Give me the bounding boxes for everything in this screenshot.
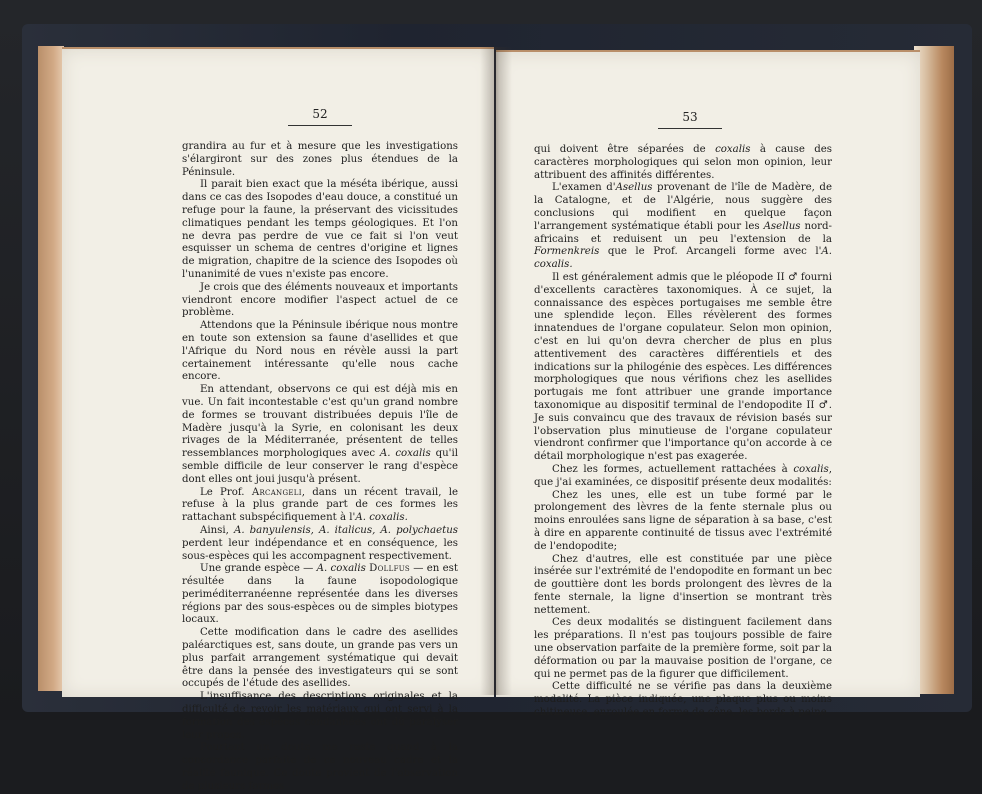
text-run: Il est généralement admis que le pléopode II ♂ fourni d'excellents caractères taxonomiques. À ce sujet, la connaissance des espèces portugaises me semble être une splendide leçon. Elles révèlerent des formes innatendues de l'organe copulateur. Selon mon opinion, c'est en lui qu'on devra chercher de plus en plus attentivement des caractères différentiels et des indications sur la philogénie des espèces. Les différences morphologiques que nous vérifions chez les asellides portugais me font attribuer une grande importance taxonomique au dispositif terminal de l'endopodite II ♂. Je suis convaincu que des travaux de révision basés sur l'observation plus minutieuse de l'organe copulateur viendront confirmer que l'importance qu'on accorde à ce détail morphologique n'est pas exagerée.	[534, 271, 832, 463]
left-header-rule	[288, 125, 352, 126]
paragraph	[534, 554, 832, 618]
text-run: Une grande espèce —	[200, 563, 317, 575]
text-run: coxalis	[793, 463, 829, 475]
text-run: provenant de l'île de Madère, de la Catalogne, et de l'Algérie, nous suggère des conclusions qui modifient en quelque façon l'arrangement systématique établi pour les	[534, 182, 832, 232]
paragraph	[534, 182, 832, 272]
paragraph	[182, 384, 458, 486]
text-run: L'insuffisance des descriptions originales et la difficulté de revoir les matériaux qui ont servi à la formation des espèces condannées ont dû paralyser leur propos.	[182, 691, 458, 741]
book-gutter	[480, 47, 512, 695]
text-run: A. coxalis	[316, 563, 366, 575]
text-run: Cette difficulté ne se vérifie pas dans la deuxième modalité. La pièce indiquée, une plaque plus ou moins chitineuse, enroulée en forme de cône, les bords à peine	[534, 681, 832, 719]
paragraph	[534, 144, 832, 182]
paragraph	[182, 487, 458, 525]
text-run: Chez d'autres, elle est constituée par une pièce insérée sur l'extrémité de l'endopodite en formant un bec de gouttière dont les bords prolongent des lèvres de la fente sternale, la ligne d'insertion se montrant très nettement.	[534, 553, 832, 616]
paragraph	[534, 490, 832, 554]
text-run: perdent leur indépendance et en conséquence, les sous-espèces qui les accompagnent respectivement.	[182, 537, 458, 562]
text-run: Il parait bien exact que la méséta ibérique, aussi dans ce cas des Isopodes d'eau douce, a constitué un refuge pour la faune, la préservant des vicissitudes climatiques pendant les temps géologiques. Et l'on ne devra pas perdre de vue ce fait si l'on veut esquisser un schema de centres d'origine et lignes de migration, chapitre de la science des Isopodes où l'unanimité de vues n'existe pas encore.	[182, 179, 458, 280]
right-page	[496, 50, 920, 719]
text-run: Cette modification dans le cadre des asellides paléarctiques est, sans doute, un grande pas vers un plus parfait arrangement systématique qui devait être dans la pensée des investigateurs qui se sont occupés de l'étude des asellides.	[182, 627, 458, 690]
text-run: nord-africains et reduisent un peu l'extension de la	[534, 220, 832, 245]
text-run: A. banyulensis, A. italicus, A. polychaetus	[233, 524, 458, 536]
text-run: , que j'ai examinées, ce dispositif présente deux modalités:	[534, 463, 832, 488]
right-page-number: 53	[682, 110, 698, 124]
text-run: coxalis	[715, 144, 751, 155]
text-run: à cause des caractères morphologiques qui selon mon opinion, leur attribuent des affinités différentes.	[534, 144, 832, 181]
right-page-text	[534, 144, 832, 720]
left-page-text	[182, 141, 458, 794]
text-run: L'examen d'	[552, 182, 616, 194]
paragraph	[182, 691, 458, 742]
text-run: qui doivent être séparées de	[534, 144, 716, 155]
paragraph	[182, 525, 458, 563]
text-run: A. coxalis	[379, 448, 431, 460]
paragraph	[182, 563, 458, 627]
text-run: Pourtant un doute me reste quand à la concordance parfaite de ce nouveau cadre et la réalité faunique. Ce doute provient de l'observation de plusieurs formes	[182, 742, 458, 792]
text-run: A. coxalis.	[534, 246, 832, 271]
left-page-number: 52	[312, 107, 328, 121]
page-block-edge-right	[914, 46, 954, 694]
paragraph	[534, 681, 832, 719]
text-run: — en est résultée dans la faune isopodologique periméditerranéenne représentée dans les diverses régions par des sous-espèces ou de simples biotypes locaux.	[182, 563, 458, 626]
text-run: grandira au fur et à mesure que les investigations s'élargiront sur des zones plus étendues de la Péninsule.	[182, 141, 458, 178]
paragraph	[182, 141, 458, 179]
paragraph	[534, 272, 832, 464]
paragraph	[182, 320, 458, 384]
text-run: Le Prof.	[200, 486, 252, 498]
text-run: Ainsi,	[200, 524, 234, 536]
text-run: que le Prof. Arcangeli forme avec l'	[599, 246, 822, 258]
right-header-rule	[658, 128, 722, 129]
paragraph	[182, 179, 458, 281]
text-run: Ces deux modalités se distinguent facilement dans les préparations. Il n'est pas toujours possible de faire une observation parfaite de la première forme, soit par la déformation ou par la mauvaise position de l'organe, ce qui ne permet pas de la figurer que difficilement.	[534, 617, 833, 680]
text-run: qu'il semble difficile de leur conserver le rang d'espèce dont elles ont joui jusqu'à présent.	[182, 448, 458, 485]
text-run: Je crois que des éléments nouveaux et importants viendront encore modifier l'aspect actuel de ce problème.	[182, 281, 458, 319]
text-run: Formenkreis	[534, 246, 600, 258]
text-run: Attendons que la Péninsule ibérique nous montre en toute son extension sa faune d'asellides et que l'Afrique du Nord nous en révèle aussi la part certainement intéressante qu'elle nous cache encore.	[182, 320, 458, 383]
paragraph	[182, 742, 458, 793]
text-run: Chez les formes, actuellement rattachées à	[552, 463, 794, 475]
text-run: Asellus	[763, 220, 801, 232]
text-run: Asellus	[615, 182, 653, 194]
cover-edge-left	[38, 46, 64, 691]
text-run: Dollfus	[369, 563, 411, 575]
paragraph	[182, 627, 458, 691]
left-page	[62, 47, 494, 792]
paragraph	[534, 617, 832, 681]
paragraph	[534, 464, 832, 490]
text-run: Chez les unes, elle est un tube formé par le prolongement des lèvres de la fente sternale plus ou moins enroulées sans ligne de séparation à sa base, c'est à dire en apparente continuité de tissus avec l'extrémité de l'endopodite;	[534, 489, 832, 552]
text-run: En attendant, observons ce qui est déjà mis en vue. Un fait incontestable c'est qu'un grand nombre de formes se trouvant distribuées depuis l'île de Madère jusqu'à la Syrie, en colonisant les deux rivages de la Méditerranée, présentent de telles ressemblances morphologiques avec	[182, 384, 458, 460]
text-run: Arcangeli	[251, 486, 302, 498]
text-run: , dans un récent travail, le refuse à la plus grande part de ces formes les rattachant subspécifiquement à l'	[182, 486, 458, 524]
text-run: A. coxalis.	[355, 512, 408, 524]
paragraph	[182, 282, 458, 320]
